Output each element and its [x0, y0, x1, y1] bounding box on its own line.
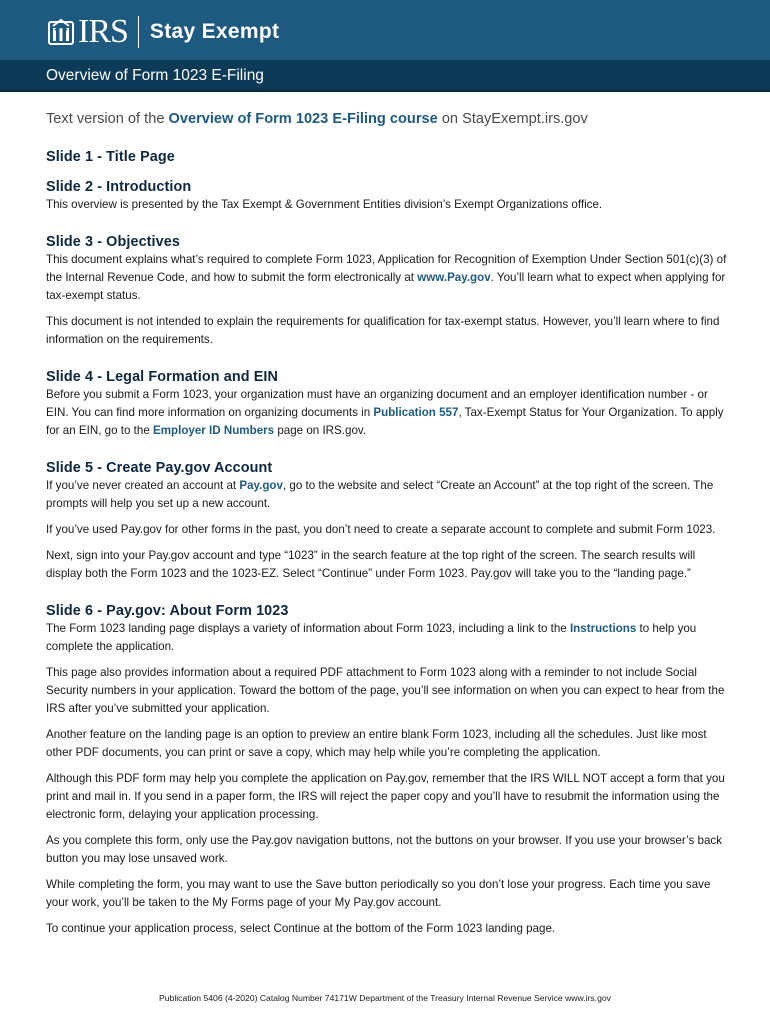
slide4-heading: Slide 4 - Legal Formation and EIN: [46, 369, 278, 385]
slide5-paragraph-1: [46, 477, 728, 513]
irs-eagle-icon: [46, 16, 76, 48]
pay-gov-link[interactable]: Pay.gov: [239, 479, 283, 492]
slide3-heading: Slide 3 - Objectives: [46, 234, 180, 250]
intro-prefix: Text version of the: [46, 111, 169, 127]
slide6-paragraph-2: This page also provides information about a required PDF attachment to Form 1023 along with a reminder to not include Social Security numbers in your application. Toward the bottom of the page, you’ll see information on when you can expect to hear from the IRS after you’ve submitted your application.: [46, 666, 725, 715]
instructions-link[interactable]: Instructions: [569, 622, 637, 635]
slide6-paragraph-7: To continue your application process, select Continue at the bottom of the Form 1023 landing page.: [46, 922, 556, 935]
slide6-paragraph-3: Another feature on the landing page is an option to preview an entire blank Form 1023, including all the schedules. Just like most other PDF documents, you can print or save a copy, which may help while you’re completing the application.: [46, 728, 707, 759]
slide4-paragraph-1: [46, 386, 728, 440]
text-span: . You’ll learn what to expect when applying for tax-exempt status.: [46, 271, 726, 302]
text-span: This document explains what’s required to complete Form 1023, Application for Recognition of Exemption Under Section 501(c)(3) of the Internal Revenue Code, and how to submit the form electronically at: [46, 253, 727, 284]
slide6-paragraph-1: [46, 620, 728, 656]
text-span: Before you submit a Form 1023, your organization must have an organizing document and an employer identification number - or EIN. You can find more information on organizing documents in: [46, 388, 708, 419]
publication-557-link[interactable]: Publication 557: [373, 406, 459, 419]
slide1-heading: Slide 1 - Title Page: [46, 149, 175, 165]
header-band: [0, 0, 770, 60]
employer-id-numbers-link[interactable]: Employer ID Numbers: [152, 424, 275, 437]
text-span: , Tax-Exempt Status for Your Organization. To apply for an EIN, go to the: [46, 406, 724, 437]
slide2-paragraph: This overview is presented by the Tax Exempt & Government Entities division’s Exempt Organizations office.: [46, 198, 603, 211]
text-span: page on IRS.gov.: [274, 424, 367, 437]
slide2-heading: Slide 2 - Introduction: [46, 179, 192, 195]
page-footer: Publication 5406 (4-2020) Catalog Number 74171W Department of the Treasury Internal Revenue Service www.irs.gov: [159, 993, 611, 1003]
slide3-paragraph-2: This document is not intended to explain the requirements for qualification for tax-exempt status. However, you’ll learn where to find information on the requirements.: [46, 315, 720, 346]
irs-logo[interactable]: [46, 14, 279, 50]
brand-title: Stay Exempt: [149, 20, 280, 43]
page-title: Overview of Form 1023 E-Filing: [0, 60, 770, 92]
intro-suffix: on StayExempt.irs.gov: [437, 111, 588, 127]
slide6-heading: Slide 6 - Pay.gov: About Form 1023: [46, 603, 289, 619]
document-body: [46, 92, 728, 938]
text-span: If you’ve never created an account at: [46, 479, 240, 492]
pay-gov-link[interactable]: www.Pay.gov: [417, 271, 491, 284]
course-link[interactable]: Overview of Form 1023 E-Filing course: [168, 111, 438, 127]
slide6-paragraph-4: Although this PDF form may help you complete the application on Pay.gov, remember that the IRS WILL NOT accept a form that you print and mail in. If you send in a paper form, the IRS will reject the paper copy and you’ll have to resubmit the information using the electronic form, delaying your application processing.: [46, 772, 725, 821]
text-span: The Form 1023 landing page displays a variety of information about Form 1023, including a link to the: [46, 622, 570, 635]
slide5-paragraph-2: If you’ve used Pay.gov for other forms in the past, you don’t need to create a separate account to complete and submit Form 1023.: [46, 523, 716, 536]
slide6-paragraph-5: As you complete this form, only use the Pay.gov navigation buttons, not the buttons on your browser. If you use your browser’s back button you may lose unsaved work.: [46, 834, 723, 865]
slide6-paragraph-6: While completing the form, you may want to use the Save button periodically so you don’t lose your progress. Each time you save your work, you’ll be taken to the My Forms page of your My Pay.gov account.: [46, 878, 711, 909]
text-span: , go to the website and select “Create an Account” at the top right of the screen. The prompts will help you set up a new account.: [46, 479, 714, 510]
slide5-heading: Slide 5 - Create Pay.gov Account: [46, 460, 273, 476]
text-span: to help you complete the application.: [46, 622, 697, 653]
intro-line: [46, 110, 728, 128]
logo-divider: [138, 16, 139, 48]
slide5-paragraph-3: Next, sign into your Pay.gov account and type “1023” in the search feature at the top right of the screen. The search results will display both the Form 1023 and the 1023-EZ. Select “Continue” under Form 1023. Pay.gov will take you to the “landing page.”: [46, 549, 696, 580]
irs-logo-text: IRS: [78, 13, 128, 50]
slide3-paragraph-1: [46, 251, 728, 305]
